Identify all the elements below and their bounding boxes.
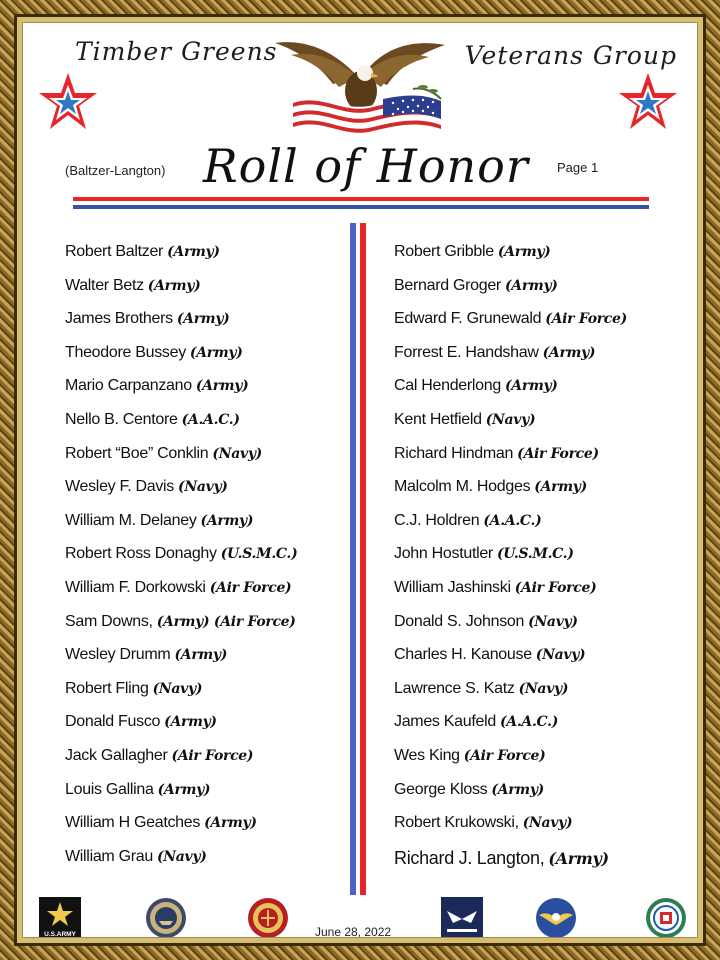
honoree-entry	[394, 781, 627, 815]
us-navy-seal-icon	[145, 897, 187, 938]
honoree-name: Cal Henderlong	[394, 377, 501, 395]
group-name-right: Veterans Group	[464, 41, 677, 70]
column-divider-blue	[350, 223, 356, 895]
honoree-entry	[394, 411, 627, 445]
honoree-entry	[65, 411, 297, 445]
honoree-entry	[65, 344, 297, 378]
honor-list-left	[65, 243, 297, 881]
header-rule-red	[73, 197, 649, 201]
honoree-entry	[65, 277, 297, 311]
honoree-entry	[65, 646, 297, 680]
honoree-entry	[65, 445, 297, 479]
honoree-entry	[394, 512, 627, 546]
service-branch: (Navy)	[485, 411, 536, 428]
column-divider-red	[360, 223, 366, 895]
honoree-entry	[394, 545, 627, 579]
service-branch: (Army)	[491, 781, 544, 798]
honoree-entry	[65, 377, 297, 411]
honoree-name: William H Geatches	[65, 814, 201, 832]
service-branch: (Navy)	[156, 848, 207, 865]
honoree-name: Richard J. Langton,	[394, 847, 545, 868]
honoree-name: John Hostutler	[394, 545, 493, 563]
honoree-name: Robert Gribble	[394, 243, 494, 260]
honoree-name: Robert Krukowski,	[394, 814, 519, 832]
honoree-name: Robert Fling	[65, 679, 149, 697]
honoree-name: James Brothers	[65, 310, 173, 328]
honoree-entry	[394, 747, 627, 781]
service-branch: (A.A.C.)	[181, 411, 240, 428]
honoree-name: Louis Gallina	[65, 780, 154, 798]
honoree-entry	[394, 478, 627, 512]
honoree-entry	[394, 646, 627, 680]
honoree-entry	[65, 310, 297, 344]
honoree-name: Donald Fusco	[65, 713, 161, 731]
honoree-entry	[394, 445, 627, 479]
service-branch: (Air Force)	[514, 579, 597, 596]
service-branch: (Army)	[164, 714, 217, 731]
service-branch: (Army)	[200, 512, 254, 529]
honoree-entry	[65, 680, 297, 714]
honoree-entry	[65, 545, 297, 579]
honoree-name: Mario Carpanzano	[65, 377, 192, 395]
roll-of-honor-page	[22, 22, 698, 938]
service-branch: (Army)	[195, 378, 249, 395]
service-branch: (Army) (Air Force)	[156, 613, 296, 630]
coast-guard-seal-icon	[645, 897, 687, 938]
service-branch: (Navy)	[212, 445, 262, 462]
honoree-entry	[65, 613, 297, 647]
service-branch: (Army)	[174, 647, 228, 664]
honoree-entry	[65, 848, 297, 882]
honoree-entry	[65, 512, 297, 546]
honoree-entry	[65, 713, 297, 747]
eagle-flag-icon	[263, 29, 453, 139]
service-branch: (U.S.M.C.)	[496, 546, 574, 563]
usmc-seal-icon	[247, 897, 289, 938]
honoree-name: Theodore Bussey	[65, 343, 186, 361]
honoree-name: C.J. Holdren	[394, 511, 480, 529]
honor-list-right	[394, 243, 627, 881]
honoree-entry	[394, 243, 627, 277]
honoree-name: Sam Downs,	[65, 612, 153, 630]
service-branch: (Air Force)	[545, 311, 627, 328]
honoree-name: Wes King	[394, 746, 460, 764]
service-branch: (A.A.C.)	[499, 714, 559, 731]
honoree-entry	[394, 579, 627, 613]
honoree-entry	[394, 344, 627, 378]
honoree-name: William Grau	[65, 847, 153, 865]
honoree-entry	[394, 814, 627, 848]
page-title: Roll of Honor	[203, 139, 529, 193]
honoree-entry	[394, 277, 627, 311]
honoree-name: Edward F. Grunewald	[394, 310, 542, 328]
page-number: Page 1	[557, 160, 599, 175]
honoree-name: Forrest E. Handshaw	[394, 343, 539, 361]
honoree-name: George Kloss	[394, 780, 488, 798]
service-branch: (Navy)	[518, 680, 569, 697]
group-name-left: Timber Greens	[75, 37, 278, 66]
service-branch: (U.S.M.C.)	[220, 546, 298, 563]
service-branch: (Army)	[167, 244, 220, 260]
svg-text:U.S.ARMY: U.S.ARMY	[44, 931, 76, 938]
service-branch: (Air Force)	[463, 747, 546, 764]
honoree-entry	[394, 848, 627, 882]
honoree-entry	[394, 713, 627, 747]
honoree-name: Kent Hetfield	[394, 410, 482, 428]
honoree-entry	[65, 814, 297, 848]
honoree-name: Robert Ross Donaghy	[65, 545, 217, 563]
service-branch: (Navy)	[178, 479, 228, 496]
us-air-force-logo-icon	[441, 897, 483, 938]
honoree-name: William F. Dorkowski	[65, 578, 206, 596]
service-branch: (Air Force)	[171, 747, 254, 764]
header-rule-blue	[73, 205, 649, 209]
honoree-entry	[394, 310, 627, 344]
service-branch: (Army)	[504, 277, 558, 294]
honoree-name: Robert Baltzer	[65, 243, 164, 260]
star-badge-icon	[37, 71, 99, 133]
service-branch: (Army)	[548, 848, 609, 868]
name-range-subtitle: (Baltzer-Langton)	[65, 163, 166, 178]
service-branch: (Army)	[497, 244, 551, 260]
honoree-name: Lawrence S. Katz	[394, 679, 515, 697]
service-branch: (A.A.C.)	[483, 512, 542, 529]
service-branch: (Army)	[157, 781, 211, 798]
honoree-entry	[65, 243, 297, 277]
service-branch: (Navy)	[522, 815, 573, 832]
honoree-name: William Jashinski	[394, 578, 511, 596]
honoree-name: Robert “Boe” Conklin	[65, 444, 209, 462]
service-branch: (Navy)	[152, 680, 203, 697]
document-date: June 28, 2022	[315, 925, 392, 938]
honoree-name: Nello B. Centore	[65, 410, 178, 428]
honoree-name: Wesley F. Davis	[65, 478, 175, 496]
service-branch: (Army)	[189, 344, 243, 361]
honoree-name: James Kaufeld	[394, 713, 496, 731]
honoree-name: Richard Hindman	[394, 444, 514, 462]
honoree-name: Malcolm M. Hodges	[394, 478, 531, 496]
us-army-logo-icon	[39, 897, 81, 938]
honoree-entry	[65, 478, 297, 512]
service-branch: (Air Force)	[209, 579, 292, 596]
honoree-entry	[394, 377, 627, 411]
honoree-name: Jack Gallagher	[65, 746, 168, 764]
service-branch: (Army)	[176, 311, 230, 328]
service-branch: (Navy)	[535, 647, 586, 664]
honoree-entry	[65, 747, 297, 781]
honoree-name: Donald S. Johnson	[394, 612, 525, 630]
service-branch: (Army)	[534, 479, 587, 496]
service-branch: (Navy)	[528, 613, 578, 630]
honoree-entry	[394, 680, 627, 714]
service-branch: (Army)	[147, 277, 201, 294]
honoree-name: Walter Betz	[65, 276, 144, 294]
honoree-name: Wesley Drumm	[65, 646, 171, 664]
service-branch: (Army)	[204, 815, 257, 832]
service-branch: (Army)	[504, 378, 558, 395]
service-branch: (Army)	[542, 344, 596, 361]
honoree-name: William M. Delaney	[65, 511, 197, 529]
honoree-entry	[65, 781, 297, 815]
service-branch: (Air Force)	[517, 445, 599, 462]
army-air-corps-insignia-icon	[535, 897, 577, 938]
honoree-entry	[394, 613, 627, 647]
star-badge-icon	[617, 71, 679, 133]
honoree-entry	[65, 579, 297, 613]
honoree-name: Charles H. Kanouse	[394, 646, 532, 664]
honoree-name: Bernard Groger	[394, 276, 501, 294]
